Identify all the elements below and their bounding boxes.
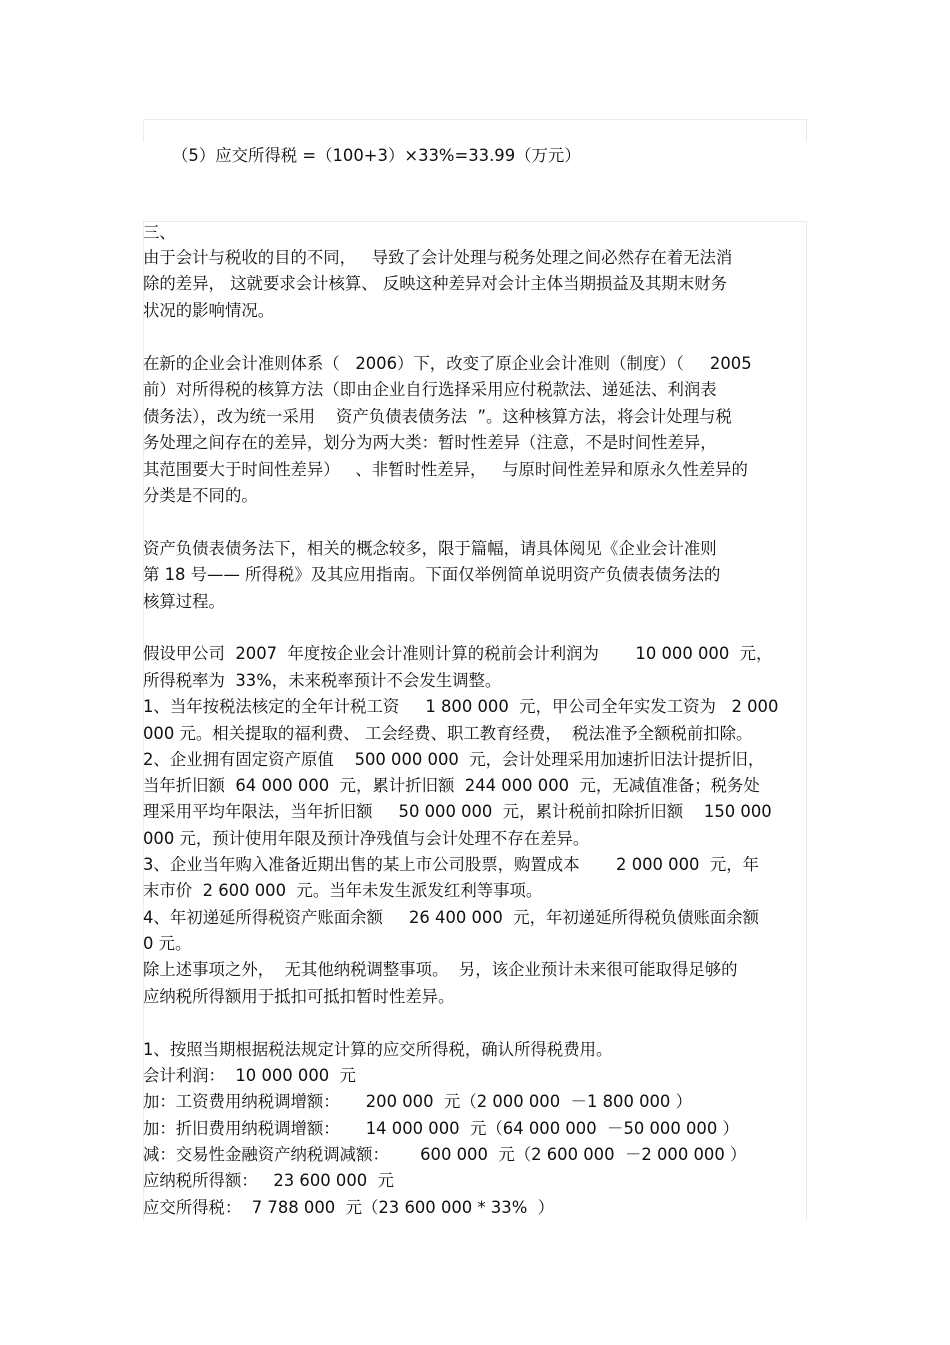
body-line: 债务法），改为统一采用 资产负债表债务法 ”。这种核算方法，将会计处理与税 [143, 407, 732, 426]
body-line: 由于会计与税收的目的不同， 导致了会计处理与税务处理之间必然存在着无法消 [143, 248, 733, 267]
body-line: 加：折旧费用纳税调增额： 14 000 000 元（64 000 000 －50 000 000 ） [143, 1119, 739, 1138]
top-formula: （5）应交所得税 =（100+3）×33%=33.99（万元） [172, 146, 581, 165]
frame-left-rule-top [143, 119, 144, 142]
body-line: 资产负债表债务法下，相关的概念较多，限于篇幅，请具体阅见《企业会计准则 [143, 539, 717, 558]
body-line: 3、企业当年购入准备近期出售的某上市公司股票，购置成本 2 000 000 元，年 [143, 855, 760, 874]
body-line: 2、企业拥有固定资产原值 500 000 000 元，会计处理采用加速折旧法计提折旧， [143, 750, 765, 769]
body-line: 前）对所得税的核算方法（即由企业自行选择采用应付税款法、递延法、利润表 [143, 380, 717, 399]
body-line: 在新的企业会计准则体系（ 2006）下，改变了原企业会计准则（制度）（ 2005 [143, 354, 752, 373]
body-line: 当年折旧额 64 000 000 元，累计折旧额 244 000 000 元，无减值准备；税务处 [143, 776, 760, 795]
body-line: 分类是不同的。 [143, 486, 258, 505]
body-line: 核算过程。 [143, 592, 225, 611]
body-line: 末市价 2 600 000 元。当年未发生派发红利等事项。 [143, 881, 543, 900]
frame-top-rule [143, 119, 807, 120]
body-line: 4、年初递延所得税资产账面余额 26 400 000 元，年初递延所得税负债账面余额 [143, 908, 760, 927]
frame-right-rule [806, 221, 807, 1221]
body-line: 理采用平均年限法，当年折旧额 50 000 000 元，累计税前扣除折旧额 150 000 [143, 802, 772, 821]
body-line: 状况的影响情况。 [143, 301, 275, 320]
body-line: 其范围要大于时间性差异） 、非暂时性差异， 与原时间性差异和原永久性差异的 [143, 460, 748, 479]
section-heading: 三、 [143, 223, 176, 242]
body-line: 加：工资费用纳税调增额： 200 000 元（2 000 000 －1 800 000 ） [143, 1092, 692, 1111]
body-line: 所得税率为 33%，未来税率预计不会发生调整。 [143, 671, 502, 690]
body-line: 000 元，预计使用年限及预计净残值与会计处理不存在差异。 [143, 829, 590, 848]
frame-right-rule-top [806, 119, 807, 142]
body-line: 1、当年按税法核定的全年计税工资 1 800 000 元，甲公司全年实发工资为 2 000 [143, 697, 779, 716]
body-line: 假设甲公司 2007 年度按企业会计准则计算的税前会计利润为 10 000 000 元， [143, 644, 773, 663]
body-line: 第 18 号—— 所得税》及其应用指南。下面仅举例简单说明资产负债表债务法的 [143, 565, 721, 584]
body-line: 000 元。相关提取的福利费、 工会经费、职工教育经费， 税法准予全额税前扣除。 [143, 724, 753, 743]
body-line: 应交所得税： 7 788 000 元（23 600 000 * 33% ） [143, 1198, 555, 1217]
body-line: 应纳税所得额： 23 600 000 元 [143, 1171, 395, 1190]
body-line: 除上述事项之外， 无其他纳税调整事项。 另，该企业预计未来很可能取得足够的 [143, 960, 738, 979]
body-line: 应纳税所得额用于抵扣可抵扣暂时性差异。 [143, 987, 455, 1006]
frame-middle-rule [143, 221, 807, 222]
body-line: 0 元。 [143, 934, 192, 953]
body-line: 减：交易性金融资产纳税调减额： 600 000 元（2 600 000 －2 000 000 ） [143, 1145, 747, 1164]
body-line: 除的差异， 这就要求会计核算、 反映这种差异对会计主体当期损益及其期末财务 [143, 274, 728, 293]
body-line: 务处理之间存在的差异，划分为两大类：暂时性差异（注意，不是时间性差异， [143, 433, 717, 452]
body-line: 1、按照当期根据税法规定计算的应交所得税，确认所得税费用。 [143, 1040, 613, 1059]
body-line: 会计利润： 10 000 000 元 [143, 1066, 357, 1085]
